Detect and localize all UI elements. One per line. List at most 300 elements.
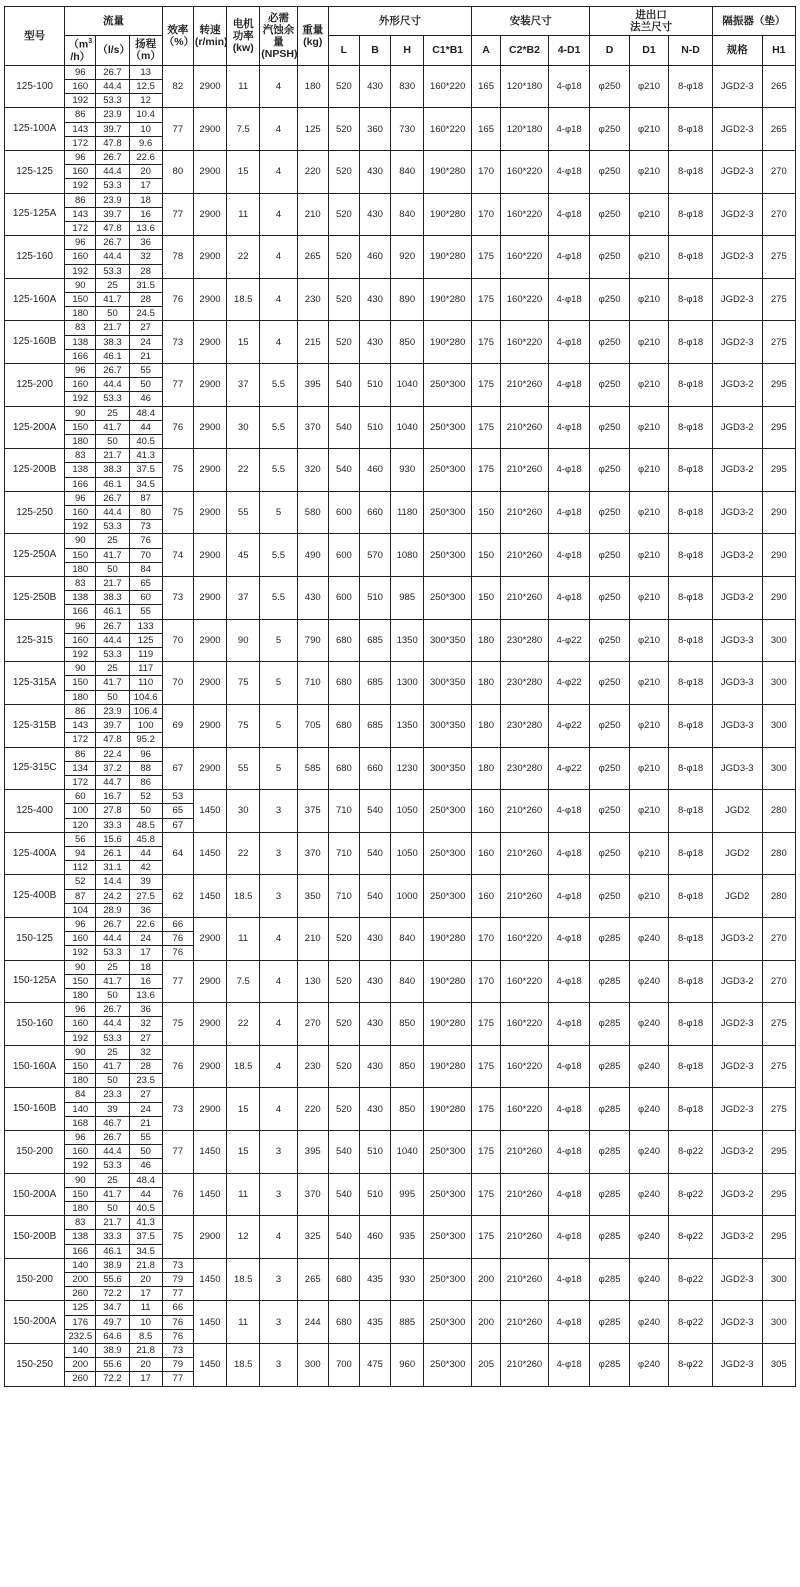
cell-head: 27 bbox=[129, 1088, 162, 1102]
cell-head: 10 bbox=[129, 122, 162, 136]
cell-outline-B: 435 bbox=[359, 1301, 390, 1344]
cell-mount-4D1: 4-φ18 bbox=[548, 236, 590, 279]
cell-head: 95.2 bbox=[129, 733, 162, 747]
cell-flow-ls: 26.7 bbox=[96, 1130, 129, 1144]
cell-flange-D: φ285 bbox=[590, 1344, 629, 1387]
cell-damper-spec: JGD2-3 bbox=[712, 1258, 762, 1301]
cell-npsh: 4 bbox=[260, 150, 297, 193]
cell-weight: 705 bbox=[297, 704, 328, 747]
cell-head: 24.5 bbox=[129, 307, 162, 321]
cell-flow-m3h: 96 bbox=[65, 364, 96, 378]
cell-mount-4D1: 4-φ22 bbox=[548, 619, 590, 662]
cell-speed: 2900 bbox=[193, 1088, 226, 1131]
cell-flow-m3h: 138 bbox=[65, 591, 96, 605]
cell-outline-C1B1: 300*350 bbox=[424, 747, 472, 790]
cell-weight: 210 bbox=[297, 917, 328, 960]
col-mount-C2B2: C2*B2 bbox=[501, 36, 549, 66]
cell-head: 46 bbox=[129, 392, 162, 406]
cell-flange-D1: φ210 bbox=[629, 108, 668, 151]
cell-damper-spec: JGD3-3 bbox=[712, 619, 762, 662]
cell-mount-A: 200 bbox=[472, 1258, 501, 1301]
cell-flange-D: φ285 bbox=[590, 1301, 629, 1344]
cell-weight: 244 bbox=[297, 1301, 328, 1344]
cell-flow-m3h: 176 bbox=[65, 1315, 96, 1329]
cell-outline-L: 520 bbox=[328, 65, 359, 108]
cell-flow-m3h: 200 bbox=[65, 1273, 96, 1287]
cell-outline-H: 1040 bbox=[391, 406, 424, 449]
cell-damper-spec: JGD3-2 bbox=[712, 364, 762, 407]
cell-flange-D: φ250 bbox=[590, 65, 629, 108]
cell-motor-power: 22 bbox=[227, 832, 260, 875]
cell-mount-A: 170 bbox=[472, 193, 501, 236]
cell-outline-H: 1180 bbox=[391, 491, 424, 534]
cell-efficiency: 74 bbox=[162, 534, 193, 577]
cell-flow-ls: 44.4 bbox=[96, 1017, 129, 1031]
table-row bbox=[5, 790, 796, 804]
cell-head: 39 bbox=[129, 875, 162, 889]
table-row bbox=[5, 321, 796, 335]
cell-mount-A: 175 bbox=[472, 1130, 501, 1173]
cell-outline-C1B1: 250*300 bbox=[424, 364, 472, 407]
cell-flange-D: φ285 bbox=[590, 960, 629, 1003]
cell-weight: 220 bbox=[297, 1088, 328, 1131]
cell-flow-ls: 44.4 bbox=[96, 378, 129, 392]
cell-mount-A: 170 bbox=[472, 960, 501, 1003]
cell-outline-L: 540 bbox=[328, 1216, 359, 1259]
cell-head: 28 bbox=[129, 264, 162, 278]
pump-specification-table bbox=[4, 6, 796, 1387]
cell-flow-m3h: 192 bbox=[65, 392, 96, 406]
cell-efficiency: 75 bbox=[162, 1216, 193, 1259]
cell-flow-ls: 37.2 bbox=[96, 761, 129, 775]
cell-damper-H1: 295 bbox=[762, 1130, 795, 1173]
cell-efficiency: 76 bbox=[162, 946, 193, 960]
cell-flow-ls: 33.3 bbox=[96, 818, 129, 832]
cell-flange-ND: 8-φ18 bbox=[669, 1003, 713, 1046]
col-flow-group: 流量 bbox=[65, 7, 163, 36]
cell-head: 36 bbox=[129, 236, 162, 250]
cell-mount-C2B2: 160*220 bbox=[501, 321, 549, 364]
cell-flow-m3h: 160 bbox=[65, 932, 96, 946]
cell-flange-D: φ250 bbox=[590, 619, 629, 662]
cell-outline-H: 850 bbox=[391, 1045, 424, 1088]
cell-motor-power: 11 bbox=[227, 1301, 260, 1344]
col-outline-C1B1: C1*B1 bbox=[424, 36, 472, 66]
cell-flange-D1: φ210 bbox=[629, 619, 668, 662]
cell-head: 50 bbox=[129, 804, 162, 818]
col-outline-B: B bbox=[359, 36, 390, 66]
cell-flow-m3h: 166 bbox=[65, 477, 96, 491]
cell-damper-H1: 290 bbox=[762, 534, 795, 577]
table-row bbox=[5, 662, 796, 676]
cell-speed: 2900 bbox=[193, 1216, 226, 1259]
table-row bbox=[5, 364, 796, 378]
cell-efficiency: 66 bbox=[162, 1301, 193, 1315]
cell-npsh: 3 bbox=[260, 1173, 297, 1216]
cell-efficiency: 73 bbox=[162, 1344, 193, 1358]
cell-outline-H: 1350 bbox=[391, 704, 424, 747]
cell-mount-C2B2: 160*220 bbox=[501, 960, 549, 1003]
cell-flow-m3h: 232.5 bbox=[65, 1329, 96, 1343]
cell-flange-ND: 8-φ18 bbox=[669, 790, 713, 833]
cell-flow-m3h: 180 bbox=[65, 562, 96, 576]
cell-flange-D: φ285 bbox=[590, 917, 629, 960]
cell-flow-ls: 50 bbox=[96, 690, 129, 704]
cell-outline-C1B1: 190*280 bbox=[424, 1003, 472, 1046]
cell-head: 84 bbox=[129, 562, 162, 576]
cell-outline-B: 660 bbox=[359, 747, 390, 790]
cell-npsh: 3 bbox=[260, 790, 297, 833]
cell-mount-C2B2: 160*220 bbox=[501, 236, 549, 279]
table-row bbox=[5, 917, 796, 931]
cell-damper-spec: JGD3-3 bbox=[712, 704, 762, 747]
cell-model: 125-125 bbox=[5, 150, 65, 193]
cell-weight: 320 bbox=[297, 449, 328, 492]
cell-efficiency: 79 bbox=[162, 1273, 193, 1287]
cell-motor-power: 15 bbox=[227, 150, 260, 193]
cell-head: 37.5 bbox=[129, 463, 162, 477]
cell-outline-L: 520 bbox=[328, 278, 359, 321]
cell-outline-H: 850 bbox=[391, 1088, 424, 1131]
cell-outline-C1B1: 250*300 bbox=[424, 1216, 472, 1259]
cell-flow-ls: 23.9 bbox=[96, 108, 129, 122]
cell-flow-m3h: 96 bbox=[65, 150, 96, 164]
cell-head: 32 bbox=[129, 1017, 162, 1031]
cell-head: 32 bbox=[129, 1045, 162, 1059]
cell-flow-m3h: 192 bbox=[65, 946, 96, 960]
cell-flange-ND: 8-φ18 bbox=[669, 1088, 713, 1131]
col-mount-4D1: 4-D1 bbox=[548, 36, 590, 66]
cell-flow-m3h: 86 bbox=[65, 704, 96, 718]
cell-flange-D1: φ210 bbox=[629, 364, 668, 407]
cell-outline-C1B1: 250*300 bbox=[424, 577, 472, 620]
cell-damper-spec: JGD2-3 bbox=[712, 1301, 762, 1344]
cell-mount-4D1: 4-φ18 bbox=[548, 449, 590, 492]
cell-mount-C2B2: 120*180 bbox=[501, 65, 549, 108]
cell-outline-B: 510 bbox=[359, 364, 390, 407]
cell-flow-m3h: 160 bbox=[65, 378, 96, 392]
cell-flow-m3h: 52 bbox=[65, 875, 96, 889]
cell-flow-ls: 46.1 bbox=[96, 349, 129, 363]
cell-mount-4D1: 4-φ22 bbox=[548, 704, 590, 747]
cell-flow-m3h: 260 bbox=[65, 1287, 96, 1301]
cell-flow-m3h: 160 bbox=[65, 506, 96, 520]
cell-damper-spec: JGD3-2 bbox=[712, 491, 762, 534]
cell-flange-ND: 8-φ18 bbox=[669, 662, 713, 705]
cell-flow-ls: 49.7 bbox=[96, 1315, 129, 1329]
cell-outline-L: 710 bbox=[328, 832, 359, 875]
col-weight: 重量 (kg) bbox=[297, 7, 328, 66]
cell-head: 13 bbox=[129, 65, 162, 79]
cell-damper-spec: JGD2 bbox=[712, 875, 762, 918]
cell-flow-m3h: 168 bbox=[65, 1116, 96, 1130]
table-row bbox=[5, 1088, 796, 1102]
cell-flow-m3h: 160 bbox=[65, 250, 96, 264]
cell-motor-power: 7.5 bbox=[227, 960, 260, 1003]
cell-mount-4D1: 4-φ18 bbox=[548, 1258, 590, 1301]
cell-weight: 350 bbox=[297, 875, 328, 918]
cell-flow-ls: 33.3 bbox=[96, 1230, 129, 1244]
cell-outline-C1B1: 250*300 bbox=[424, 1301, 472, 1344]
cell-outline-L: 680 bbox=[328, 747, 359, 790]
cell-efficiency: 82 bbox=[162, 65, 193, 108]
col-speed: 转速 (r/min) bbox=[193, 7, 226, 66]
cell-motor-power: 18.5 bbox=[227, 875, 260, 918]
cell-motor-power: 18.5 bbox=[227, 278, 260, 321]
cell-damper-H1: 295 bbox=[762, 1216, 795, 1259]
cell-head: 12 bbox=[129, 94, 162, 108]
cell-motor-power: 18.5 bbox=[227, 1344, 260, 1387]
cell-damper-spec: JGD2-3 bbox=[712, 193, 762, 236]
cell-mount-4D1: 4-φ18 bbox=[548, 321, 590, 364]
cell-speed: 2900 bbox=[193, 65, 226, 108]
cell-efficiency: 73 bbox=[162, 577, 193, 620]
cell-outline-L: 680 bbox=[328, 1258, 359, 1301]
cell-head: 22.6 bbox=[129, 917, 162, 931]
cell-flange-ND: 8-φ18 bbox=[669, 1045, 713, 1088]
cell-head: 17 bbox=[129, 1287, 162, 1301]
cell-outline-C1B1: 190*280 bbox=[424, 917, 472, 960]
cell-flange-D1: φ240 bbox=[629, 1258, 668, 1301]
cell-efficiency: 64 bbox=[162, 832, 193, 875]
cell-flange-D: φ250 bbox=[590, 193, 629, 236]
cell-npsh: 3 bbox=[260, 1258, 297, 1301]
cell-flow-ls: 50 bbox=[96, 1202, 129, 1216]
cell-efficiency: 76 bbox=[162, 1329, 193, 1343]
cell-outline-H: 1080 bbox=[391, 534, 424, 577]
cell-flow-ls: 50 bbox=[96, 1074, 129, 1088]
table-row bbox=[5, 832, 796, 846]
cell-npsh: 5 bbox=[260, 619, 297, 662]
cell-flange-D1: φ240 bbox=[629, 1173, 668, 1216]
cell-outline-C1B1: 190*280 bbox=[424, 1088, 472, 1131]
cell-motor-power: 18.5 bbox=[227, 1258, 260, 1301]
cell-head: 24 bbox=[129, 335, 162, 349]
cell-head: 65 bbox=[129, 577, 162, 591]
cell-mount-C2B2: 210*260 bbox=[501, 406, 549, 449]
cell-flange-ND: 8-φ18 bbox=[669, 960, 713, 1003]
cell-motor-power: 15 bbox=[227, 1088, 260, 1131]
cell-head: 48.4 bbox=[129, 406, 162, 420]
cell-head: 10 bbox=[129, 1315, 162, 1329]
cell-outline-B: 360 bbox=[359, 108, 390, 151]
cell-head: 60 bbox=[129, 591, 162, 605]
cell-npsh: 5.5 bbox=[260, 449, 297, 492]
cell-head: 22.6 bbox=[129, 150, 162, 164]
cell-damper-spec: JGD3-2 bbox=[712, 577, 762, 620]
cell-flow-ls: 22.4 bbox=[96, 747, 129, 761]
col-mounting-group: 安装尺寸 bbox=[472, 7, 590, 36]
cell-model: 125-200A bbox=[5, 406, 65, 449]
cell-head: 100 bbox=[129, 719, 162, 733]
cell-outline-H: 840 bbox=[391, 150, 424, 193]
cell-speed: 2900 bbox=[193, 449, 226, 492]
cell-outline-H: 1230 bbox=[391, 747, 424, 790]
cell-outline-H: 1040 bbox=[391, 1130, 424, 1173]
cell-head: 16 bbox=[129, 974, 162, 988]
cell-mount-4D1: 4-φ18 bbox=[548, 406, 590, 449]
cell-model: 125-200B bbox=[5, 449, 65, 492]
cell-outline-L: 520 bbox=[328, 150, 359, 193]
cell-flow-m3h: 90 bbox=[65, 534, 96, 548]
cell-flow-m3h: 86 bbox=[65, 108, 96, 122]
cell-npsh: 4 bbox=[260, 1045, 297, 1088]
cell-motor-power: 22 bbox=[227, 449, 260, 492]
cell-model: 150-200A bbox=[5, 1173, 65, 1216]
cell-speed: 1450 bbox=[193, 832, 226, 875]
cell-damper-spec: JGD3-3 bbox=[712, 747, 762, 790]
cell-head: 52 bbox=[129, 790, 162, 804]
cell-flow-m3h: 166 bbox=[65, 1244, 96, 1258]
cell-mount-A: 160 bbox=[472, 790, 501, 833]
cell-flow-ls: 44.4 bbox=[96, 165, 129, 179]
col-flange-group: 进出口 法兰尺寸 bbox=[590, 7, 712, 36]
cell-model: 150-125 bbox=[5, 917, 65, 960]
cell-flange-D1: φ240 bbox=[629, 1003, 668, 1046]
cell-mount-A: 150 bbox=[472, 534, 501, 577]
cell-outline-B: 430 bbox=[359, 321, 390, 364]
cell-flow-ls: 44.4 bbox=[96, 250, 129, 264]
table-row bbox=[5, 1045, 796, 1059]
cell-efficiency: 77 bbox=[162, 108, 193, 151]
cell-mount-C2B2: 210*260 bbox=[501, 491, 549, 534]
cell-mount-A: 180 bbox=[472, 704, 501, 747]
cell-flange-D1: φ240 bbox=[629, 1088, 668, 1131]
cell-flow-m3h: 83 bbox=[65, 577, 96, 591]
cell-flow-m3h: 166 bbox=[65, 605, 96, 619]
cell-outline-L: 700 bbox=[328, 1344, 359, 1387]
cell-flow-m3h: 192 bbox=[65, 179, 96, 193]
cell-motor-power: 30 bbox=[227, 790, 260, 833]
cell-head: 76 bbox=[129, 534, 162, 548]
table-row bbox=[5, 1301, 796, 1315]
cell-model: 150-160A bbox=[5, 1045, 65, 1088]
cell-outline-L: 710 bbox=[328, 790, 359, 833]
cell-head: 48.4 bbox=[129, 1173, 162, 1187]
cell-damper-spec: JGD3-2 bbox=[712, 917, 762, 960]
cell-head: 80 bbox=[129, 506, 162, 520]
cell-flow-m3h: 180 bbox=[65, 1202, 96, 1216]
cell-outline-L: 680 bbox=[328, 1301, 359, 1344]
col-flange-ND: N-D bbox=[669, 36, 713, 66]
cell-flow-m3h: 150 bbox=[65, 548, 96, 562]
cell-flow-ls: 44.4 bbox=[96, 506, 129, 520]
cell-flow-ls: 26.7 bbox=[96, 1003, 129, 1017]
cell-model: 125-400 bbox=[5, 790, 65, 833]
cell-speed: 2900 bbox=[193, 1003, 226, 1046]
cell-head: 9.6 bbox=[129, 136, 162, 150]
cell-outline-L: 540 bbox=[328, 406, 359, 449]
cell-outline-C1B1: 250*300 bbox=[424, 491, 472, 534]
cell-motor-power: 7.5 bbox=[227, 108, 260, 151]
cell-head: 34.5 bbox=[129, 1244, 162, 1258]
cell-flange-D1: φ210 bbox=[629, 577, 668, 620]
cell-flow-m3h: 90 bbox=[65, 1045, 96, 1059]
col-flange-D: D bbox=[590, 36, 629, 66]
cell-flange-ND: 8-φ18 bbox=[669, 193, 713, 236]
col-flow-m3h: （$m^3$ /h） bbox=[65, 36, 96, 66]
cell-damper-spec: JGD2-3 bbox=[712, 236, 762, 279]
cell-outline-C1B1: 250*300 bbox=[424, 449, 472, 492]
cell-outline-H: 985 bbox=[391, 577, 424, 620]
cell-model: 125-315A bbox=[5, 662, 65, 705]
cell-head: 88 bbox=[129, 761, 162, 775]
cell-speed: 2900 bbox=[193, 321, 226, 364]
cell-npsh: 3 bbox=[260, 1301, 297, 1344]
cell-damper-H1: 295 bbox=[762, 406, 795, 449]
cell-flow-ls: 21.7 bbox=[96, 449, 129, 463]
cell-flange-D1: φ210 bbox=[629, 534, 668, 577]
cell-npsh: 4 bbox=[260, 236, 297, 279]
cell-outline-C1B1: 250*300 bbox=[424, 1344, 472, 1387]
cell-outline-B: 510 bbox=[359, 406, 390, 449]
cell-flow-ls: 21.7 bbox=[96, 577, 129, 591]
cell-mount-4D1: 4-φ18 bbox=[548, 1173, 590, 1216]
cell-npsh: 5 bbox=[260, 747, 297, 790]
cell-head: 28 bbox=[129, 293, 162, 307]
cell-flange-D1: φ240 bbox=[629, 917, 668, 960]
cell-head: 55 bbox=[129, 605, 162, 619]
cell-speed: 1450 bbox=[193, 790, 226, 833]
cell-mount-C2B2: 210*260 bbox=[501, 1130, 549, 1173]
table-row bbox=[5, 960, 796, 974]
cell-outline-C1B1: 190*280 bbox=[424, 960, 472, 1003]
cell-motor-power: 55 bbox=[227, 747, 260, 790]
table-row bbox=[5, 108, 796, 122]
cell-weight: 430 bbox=[297, 577, 328, 620]
cell-outline-B: 540 bbox=[359, 790, 390, 833]
cell-flow-ls: 25 bbox=[96, 662, 129, 676]
cell-damper-spec: JGD2-3 bbox=[712, 150, 762, 193]
cell-mount-4D1: 4-φ18 bbox=[548, 960, 590, 1003]
cell-mount-4D1: 4-φ18 bbox=[548, 1216, 590, 1259]
cell-head: 23.5 bbox=[129, 1074, 162, 1088]
cell-outline-H: 1040 bbox=[391, 364, 424, 407]
cell-motor-power: 37 bbox=[227, 364, 260, 407]
cell-flow-m3h: 90 bbox=[65, 662, 96, 676]
cell-flow-m3h: 172 bbox=[65, 221, 96, 235]
cell-mount-C2B2: 210*260 bbox=[501, 1173, 549, 1216]
cell-model: 125-200 bbox=[5, 364, 65, 407]
cell-flow-ls: 26.7 bbox=[96, 65, 129, 79]
table-row bbox=[5, 150, 796, 164]
cell-head: 31.5 bbox=[129, 278, 162, 292]
cell-head: 27 bbox=[129, 321, 162, 335]
cell-damper-H1: 290 bbox=[762, 577, 795, 620]
cell-flow-ls: 25 bbox=[96, 534, 129, 548]
cell-npsh: 3 bbox=[260, 875, 297, 918]
cell-damper-H1: 295 bbox=[762, 1173, 795, 1216]
cell-outline-H: 920 bbox=[391, 236, 424, 279]
cell-outline-L: 520 bbox=[328, 236, 359, 279]
cell-flow-ls: 50 bbox=[96, 988, 129, 1002]
table-row bbox=[5, 1216, 796, 1230]
cell-flange-D1: φ240 bbox=[629, 960, 668, 1003]
cell-flange-D1: φ210 bbox=[629, 875, 668, 918]
cell-flow-ls: 53.3 bbox=[96, 1031, 129, 1045]
cell-mount-4D1: 4-φ18 bbox=[548, 150, 590, 193]
cell-mount-4D1: 4-φ18 bbox=[548, 1344, 590, 1387]
cell-mount-4D1: 4-φ18 bbox=[548, 108, 590, 151]
cell-outline-L: 520 bbox=[328, 917, 359, 960]
cell-flange-D: φ250 bbox=[590, 491, 629, 534]
cell-flange-ND: 8-φ18 bbox=[669, 534, 713, 577]
cell-outline-L: 540 bbox=[328, 1130, 359, 1173]
cell-flange-D: φ250 bbox=[590, 577, 629, 620]
cell-flow-m3h: 84 bbox=[65, 1088, 96, 1102]
cell-mount-4D1: 4-φ18 bbox=[548, 917, 590, 960]
cell-efficiency: 70 bbox=[162, 662, 193, 705]
